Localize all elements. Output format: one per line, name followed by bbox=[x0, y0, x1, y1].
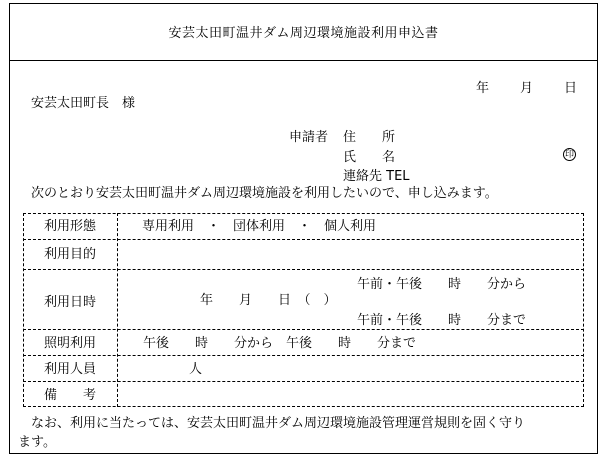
row-label-remarks: 備 考 bbox=[43, 388, 96, 403]
applicant-name-label: 氏 名 bbox=[343, 150, 396, 165]
table-column-divider bbox=[117, 213, 118, 407]
usage-type-options: 専用利用 ・ 団体利用 ・ 個人利用 bbox=[142, 219, 377, 234]
table-row-divider bbox=[23, 239, 584, 240]
date-year: 年 bbox=[476, 81, 490, 96]
lighting-time: 午後 時 分から 午後 時 分まで bbox=[143, 336, 417, 351]
footer-note-line2: ます。 bbox=[18, 435, 56, 450]
date-day: 日 bbox=[564, 81, 578, 96]
date-month: 月 bbox=[520, 81, 534, 96]
addressee: 安芸太田町長 様 bbox=[31, 96, 136, 111]
attendees-unit: 人 bbox=[189, 362, 203, 377]
time-from: 午前・午後 時 分から bbox=[357, 277, 527, 292]
row-label-usage-type: 利用形態 bbox=[43, 219, 96, 234]
row-label-attendees: 利用人員 bbox=[43, 362, 96, 377]
row-label-datetime: 利用日時 bbox=[43, 295, 96, 310]
intro-text: 次のとおり安芸太田町温井ダム周辺環境施設を利用したいので、申し込みます。 bbox=[31, 186, 498, 201]
table-row-divider bbox=[23, 329, 584, 330]
row-label-lighting: 照明利用 bbox=[43, 336, 96, 351]
table-row-divider bbox=[23, 269, 584, 270]
time-to: 午前・午後 時 分まで bbox=[357, 313, 527, 328]
form-title: 安芸太田町温井ダム周辺環境施設利用申込書 bbox=[168, 26, 439, 41]
row-label-purpose: 利用目的 bbox=[43, 247, 96, 262]
table-row-divider bbox=[23, 381, 584, 382]
footer-note-line1: なお、利用に当たっては、安芸太田町温井ダム周辺環境施設管理運営規則を固く守り bbox=[31, 416, 526, 431]
applicant-contact-label: 連絡先 TEL bbox=[343, 169, 410, 184]
table-row-divider bbox=[23, 355, 584, 356]
title-band bbox=[9, 3, 598, 61]
applicant-address-label: 住 所 bbox=[343, 130, 396, 145]
date-line: 年 月 日 （ ） bbox=[200, 293, 337, 308]
seal-mark: 印 bbox=[564, 150, 574, 160]
application-table bbox=[23, 213, 584, 407]
applicant-label: 申請者 bbox=[289, 130, 329, 145]
